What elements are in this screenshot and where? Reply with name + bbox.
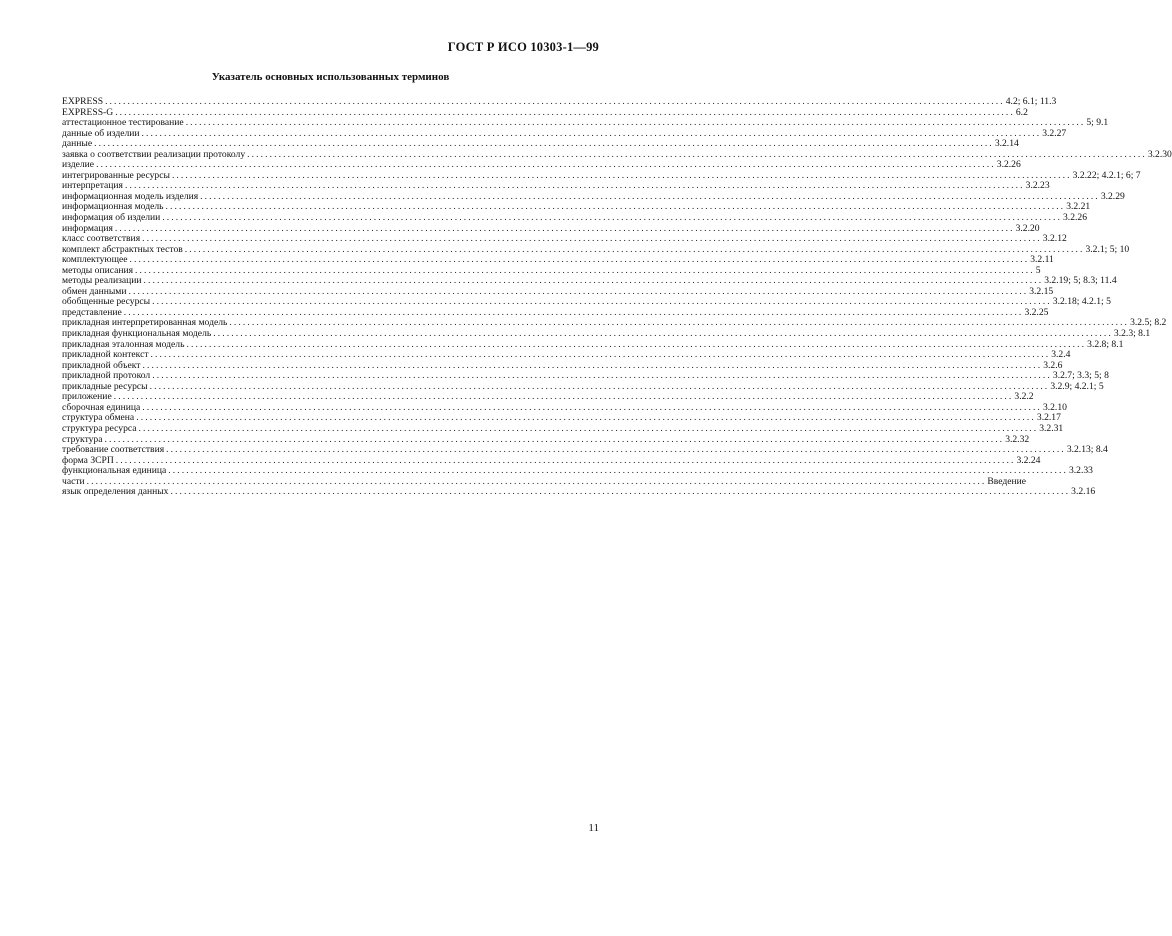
- index-reference: 5: [1035, 264, 1041, 276]
- dot-leader: ........................................................................................................................................................................................................: [170, 486, 1071, 498]
- index-term: структура: [62, 433, 103, 445]
- dot-leader: ........................................................................................................................................................................................................: [152, 370, 1052, 382]
- dot-leader: ........................................................................................................................................................................................................: [165, 201, 1066, 213]
- dot-leader: ........................................................................................................................................................................................................: [136, 412, 1036, 424]
- dot-leader: ........................................................................................................................................................................................................: [96, 159, 996, 171]
- index-reference: 3.2.11: [1030, 254, 1054, 266]
- index-reference: 3.2.20: [1015, 222, 1040, 234]
- index-term: данные об изделии: [62, 127, 140, 139]
- index-term: интерпретация: [62, 180, 123, 192]
- dot-leader: ........................................................................................................................................................................................................: [185, 117, 1086, 129]
- index-term: методы описания: [62, 264, 134, 276]
- dot-leader: ........................................................................................................................................................................................................: [115, 106, 1015, 118]
- index-term: сборочная единица: [62, 401, 141, 413]
- index-term: информационная модель: [62, 201, 164, 213]
- dot-leader: ........................................................................................................................................................................................................: [115, 454, 1016, 466]
- dot-leader: ........................................................................................................................................................................................................: [142, 359, 1043, 371]
- index-term: аттестационное тестирование: [62, 117, 184, 129]
- index-reference: 3.2.13; 8.4: [1066, 444, 1108, 456]
- dot-leader: ........................................................................................................................................................................................................: [168, 465, 1068, 477]
- index-term: изделие: [62, 159, 95, 171]
- dot-leader: ........................................................................................................................................................................................................: [105, 96, 1005, 107]
- dot-leader: ........................................................................................................................................................................................................: [86, 475, 987, 487]
- index-reference: 3.2.26: [1063, 212, 1087, 224]
- index-reference: 3.2.23: [1025, 180, 1050, 192]
- index-entry: [62, 486, 1096, 498]
- index-term: обмен данными: [62, 285, 127, 297]
- index-reference: 3.2.32: [1005, 433, 1030, 445]
- index-reference: 3.2.14: [994, 138, 1019, 150]
- index-term: информация об изделии: [62, 212, 161, 224]
- index-reference: 3.2.17: [1036, 412, 1061, 424]
- dot-leader: ........................................................................................................................................................................................................: [142, 401, 1042, 413]
- dot-leader: ........................................................................................................................................................................................................: [114, 222, 1015, 234]
- index-term: форма ЗСРП: [62, 454, 114, 466]
- index-term: комплект абстрактных тестов: [62, 243, 183, 255]
- index-reference: 3.2.16: [1071, 486, 1096, 498]
- dot-leader: ........................................................................................................................................................................................................: [200, 190, 1100, 202]
- index-reference: 6.2: [1015, 106, 1028, 118]
- dot-leader: ........................................................................................................................................................................................................: [162, 212, 1062, 224]
- index-term: части: [62, 475, 85, 487]
- dot-leader: ........................................................................................................................................................................................................: [166, 444, 1066, 456]
- index-reference: 3.2.22; 4.2.1; 6; 7: [1072, 169, 1141, 181]
- dot-leader: ........................................................................................................................................................................................................: [138, 422, 1039, 434]
- index-reference: 3.2.18; 4.2.1; 5: [1052, 296, 1111, 308]
- index-reference: 3.2.25: [1024, 306, 1049, 318]
- index-reference: 3.2.5; 8.2: [1130, 317, 1167, 329]
- index-reference: 3.2.21: [1066, 201, 1091, 213]
- index-term: информационная модель изделия: [62, 190, 199, 202]
- index-term: представление: [62, 306, 122, 318]
- dot-leader: ........................................................................................................................................................................................................: [143, 275, 1044, 287]
- dot-leader: ........................................................................................................................................................................................................: [129, 254, 1030, 266]
- index-reference: 3.2.1; 5; 10: [1085, 243, 1130, 255]
- dot-leader: ........................................................................................................................................................................................................: [128, 285, 1029, 297]
- index-reference: 3.2.24: [1016, 454, 1041, 466]
- dot-leader: ........................................................................................................................................................................................................: [104, 433, 1005, 445]
- index-entry: [62, 96, 1057, 108]
- index-title: Указатель основных использованных терминов: [211, 71, 450, 83]
- index-term: прикладная интерпретированная модель: [62, 317, 228, 329]
- index-reference: 3.2.4: [1051, 349, 1071, 361]
- dot-leader: ........................................................................................................................................................................................................: [171, 169, 1072, 181]
- index-reference: 4.2; 6.1; 11.3: [1005, 96, 1057, 107]
- dot-leader: ........................................................................................................................................................................................................: [184, 243, 1085, 255]
- index-entry: [62, 328, 1151, 340]
- index-term: прикладной контекст: [62, 349, 149, 361]
- index-term: методы реализации: [62, 275, 142, 287]
- dot-leader: ........................................................................................................................................................................................................: [150, 349, 1051, 361]
- index-term: обобщенные ресурсы: [62, 296, 151, 308]
- index-reference: 3.2.33: [1068, 465, 1093, 477]
- dot-leader: ........................................................................................................................................................................................................: [113, 391, 1014, 403]
- dot-leader: ........................................................................................................................................................................................................: [152, 296, 1052, 308]
- index-term: EXPRESS-G: [62, 106, 114, 118]
- dot-leader: ........................................................................................................................................................................................................: [149, 380, 1050, 392]
- document-header: ГОСТ Р ИСО 10303-1—99: [447, 40, 599, 54]
- dot-leader: ........................................................................................................................................................................................................: [213, 328, 1113, 340]
- index-term: прикладная эталонная модель: [62, 338, 185, 350]
- index-reference: 3.2.3; 8.1: [1113, 328, 1151, 340]
- index-entry: [62, 212, 1087, 224]
- index-reference: 3.2.27: [1042, 127, 1067, 139]
- term-index-list: [62, 96, 1172, 498]
- index-reference: 3.2.12: [1042, 233, 1067, 245]
- index-term: информация: [62, 222, 113, 234]
- index-reference: 3.2.26: [996, 159, 1021, 171]
- index-reference: 3.2.7; 3.3; 5; 8: [1052, 370, 1109, 382]
- index-term: прикладной объект: [62, 359, 141, 371]
- index-reference: 3.2.2: [1014, 391, 1034, 403]
- index-term: данные: [62, 138, 93, 150]
- index-reference: 3.2.9; 4.2.1; 5: [1050, 380, 1104, 392]
- dot-leader: ........................................................................................................................................................................................................: [135, 264, 1035, 276]
- index-reference: 5; 9.1: [1086, 117, 1109, 129]
- index-reference: Введение: [987, 475, 1027, 487]
- index-term: комплектующее: [62, 254, 128, 266]
- index-term: прикладной протокол: [62, 370, 151, 382]
- index-term: структура обмена: [62, 412, 135, 424]
- index-reference: 3.2.30: [1147, 148, 1172, 160]
- index-reference: 3.2.10: [1042, 401, 1067, 413]
- index-reference: 3.2.8; 8.1: [1087, 338, 1124, 350]
- index-reference: 3.2.19; 5; 8.3; 11.4: [1044, 275, 1117, 287]
- index-term: требование соответствия: [62, 444, 165, 456]
- index-term: структура ресурса: [62, 422, 137, 434]
- dot-leader: ........................................................................................................................................................................................................: [247, 148, 1147, 160]
- index-reference: 3.2.31: [1039, 422, 1064, 434]
- index-entry: [62, 422, 1064, 435]
- dot-leader: ........................................................................................................................................................................................................: [142, 233, 1042, 245]
- dot-leader: ........................................................................................................................................................................................................: [141, 127, 1042, 139]
- dot-leader: ........................................................................................................................................................................................................: [124, 180, 1025, 192]
- index-term: язык определения данных: [62, 486, 169, 498]
- dot-leader: ........................................................................................................................................................................................................: [94, 138, 994, 150]
- index-reference: 3.2.15: [1029, 285, 1054, 297]
- index-term: заявка о соответствии реализации протоколу: [62, 148, 246, 160]
- index-term: функциональная единица: [62, 465, 167, 477]
- page-number: 11: [588, 822, 599, 834]
- dot-leader: ........................................................................................................................................................................................................: [229, 317, 1130, 329]
- index-reference: 3.2.29: [1100, 190, 1125, 202]
- index-term: прикладная функциональная модель: [62, 328, 212, 340]
- index-term: приложение: [62, 391, 112, 403]
- index-term: интегрированные ресурсы: [62, 169, 170, 181]
- index-reference: 3.2.6: [1043, 359, 1063, 371]
- dot-leader: ........................................................................................................................................................................................................: [186, 338, 1087, 350]
- index-term: класс соответствия: [62, 233, 141, 245]
- dot-leader: ........................................................................................................................................................................................................: [123, 306, 1024, 318]
- index-entry: [62, 444, 1108, 456]
- index-term: EXPRESS: [62, 96, 104, 107]
- index-term: прикладные ресурсы: [62, 380, 148, 392]
